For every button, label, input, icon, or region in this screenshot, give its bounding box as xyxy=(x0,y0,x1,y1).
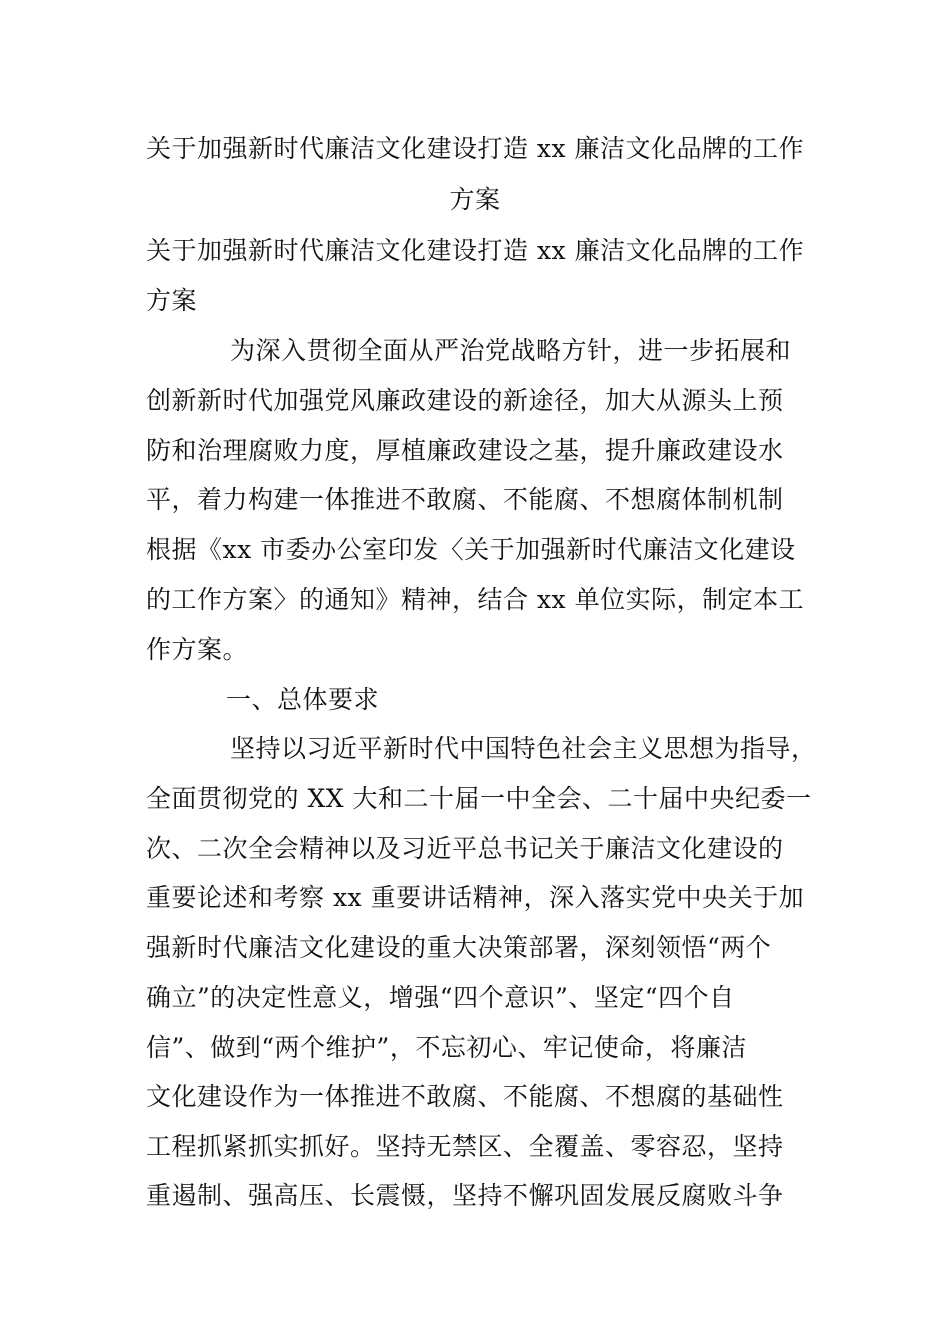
section-paragraph-line: 信”、做到“两个维护”，不忘初心、牢记使命，将廉洁 xyxy=(146,1033,747,1062)
document-subtitle-line-1: 关于加强新时代廉洁文化建设打造 xx 廉洁文化品牌的工作 xyxy=(146,236,805,265)
section-paragraph-line: 确立”的决定性意义，增强“四个意识”、坚定“四个自 xyxy=(146,983,735,1012)
section-paragraph-line: 重遏制、强高压、长震慑，坚持不懈巩固发展反腐败斗争 xyxy=(146,1181,784,1210)
document-title-line-2: 方案 xyxy=(449,185,501,214)
document-title-line-1: 关于加强新时代廉洁文化建设打造 xx 廉洁文化品牌的工作 xyxy=(145,134,805,163)
section-paragraph-line: 工程抓紧抓实抓好。坚持无禁区、全覆盖、零容忍，坚持 xyxy=(146,1132,784,1161)
intro-paragraph-line: 防和治理腐败力度，厚植廉政建设之基，提升廉政建设水 xyxy=(146,436,784,465)
section-heading: 一、总体要求 xyxy=(226,685,380,714)
intro-paragraph-line: 为深入贯彻全面从严治党战略方针，进一步拓展和 xyxy=(230,336,792,365)
document-subtitle-line-2: 方案 xyxy=(146,286,198,315)
intro-paragraph-line: 作方案。 xyxy=(146,635,249,664)
section-paragraph-line: 重要论述和考察 xx 重要讲话精神，深入落实党中央关于加 xyxy=(146,883,805,912)
intro-paragraph-line: 创新新时代加强党风廉政建设的新途径，加大从源头上预 xyxy=(146,386,784,415)
section-paragraph-line: 次、二次全会精神以及习近平总书记关于廉洁文化建设的 xyxy=(146,834,784,863)
intro-paragraph-line: 根据《xx 市委办公室印发〈关于加强新时代廉洁文化建设 xyxy=(146,535,796,564)
section-paragraph-line: 强新时代廉洁文化建设的重大决策部署，深刻领悟“两个 xyxy=(146,933,772,962)
intro-paragraph-line: 平，着力构建一体推进不敢腐、不能腐、不想腐体制机制 xyxy=(146,485,784,514)
intro-paragraph-line: 的工作方案〉的通知》精神，结合 xx 单位实际，制定本工 xyxy=(146,585,805,614)
section-paragraph-line: 全面贯彻党的 XX 大和二十届一中全会、二十届中央纪委一 xyxy=(146,784,812,813)
section-paragraph-line: 坚持以习近平新时代中国特色社会主义思想为指导， xyxy=(230,734,817,763)
section-paragraph-line: 文化建设作为一体推进不敢腐、不能腐、不想腐的基础性 xyxy=(146,1082,784,1111)
